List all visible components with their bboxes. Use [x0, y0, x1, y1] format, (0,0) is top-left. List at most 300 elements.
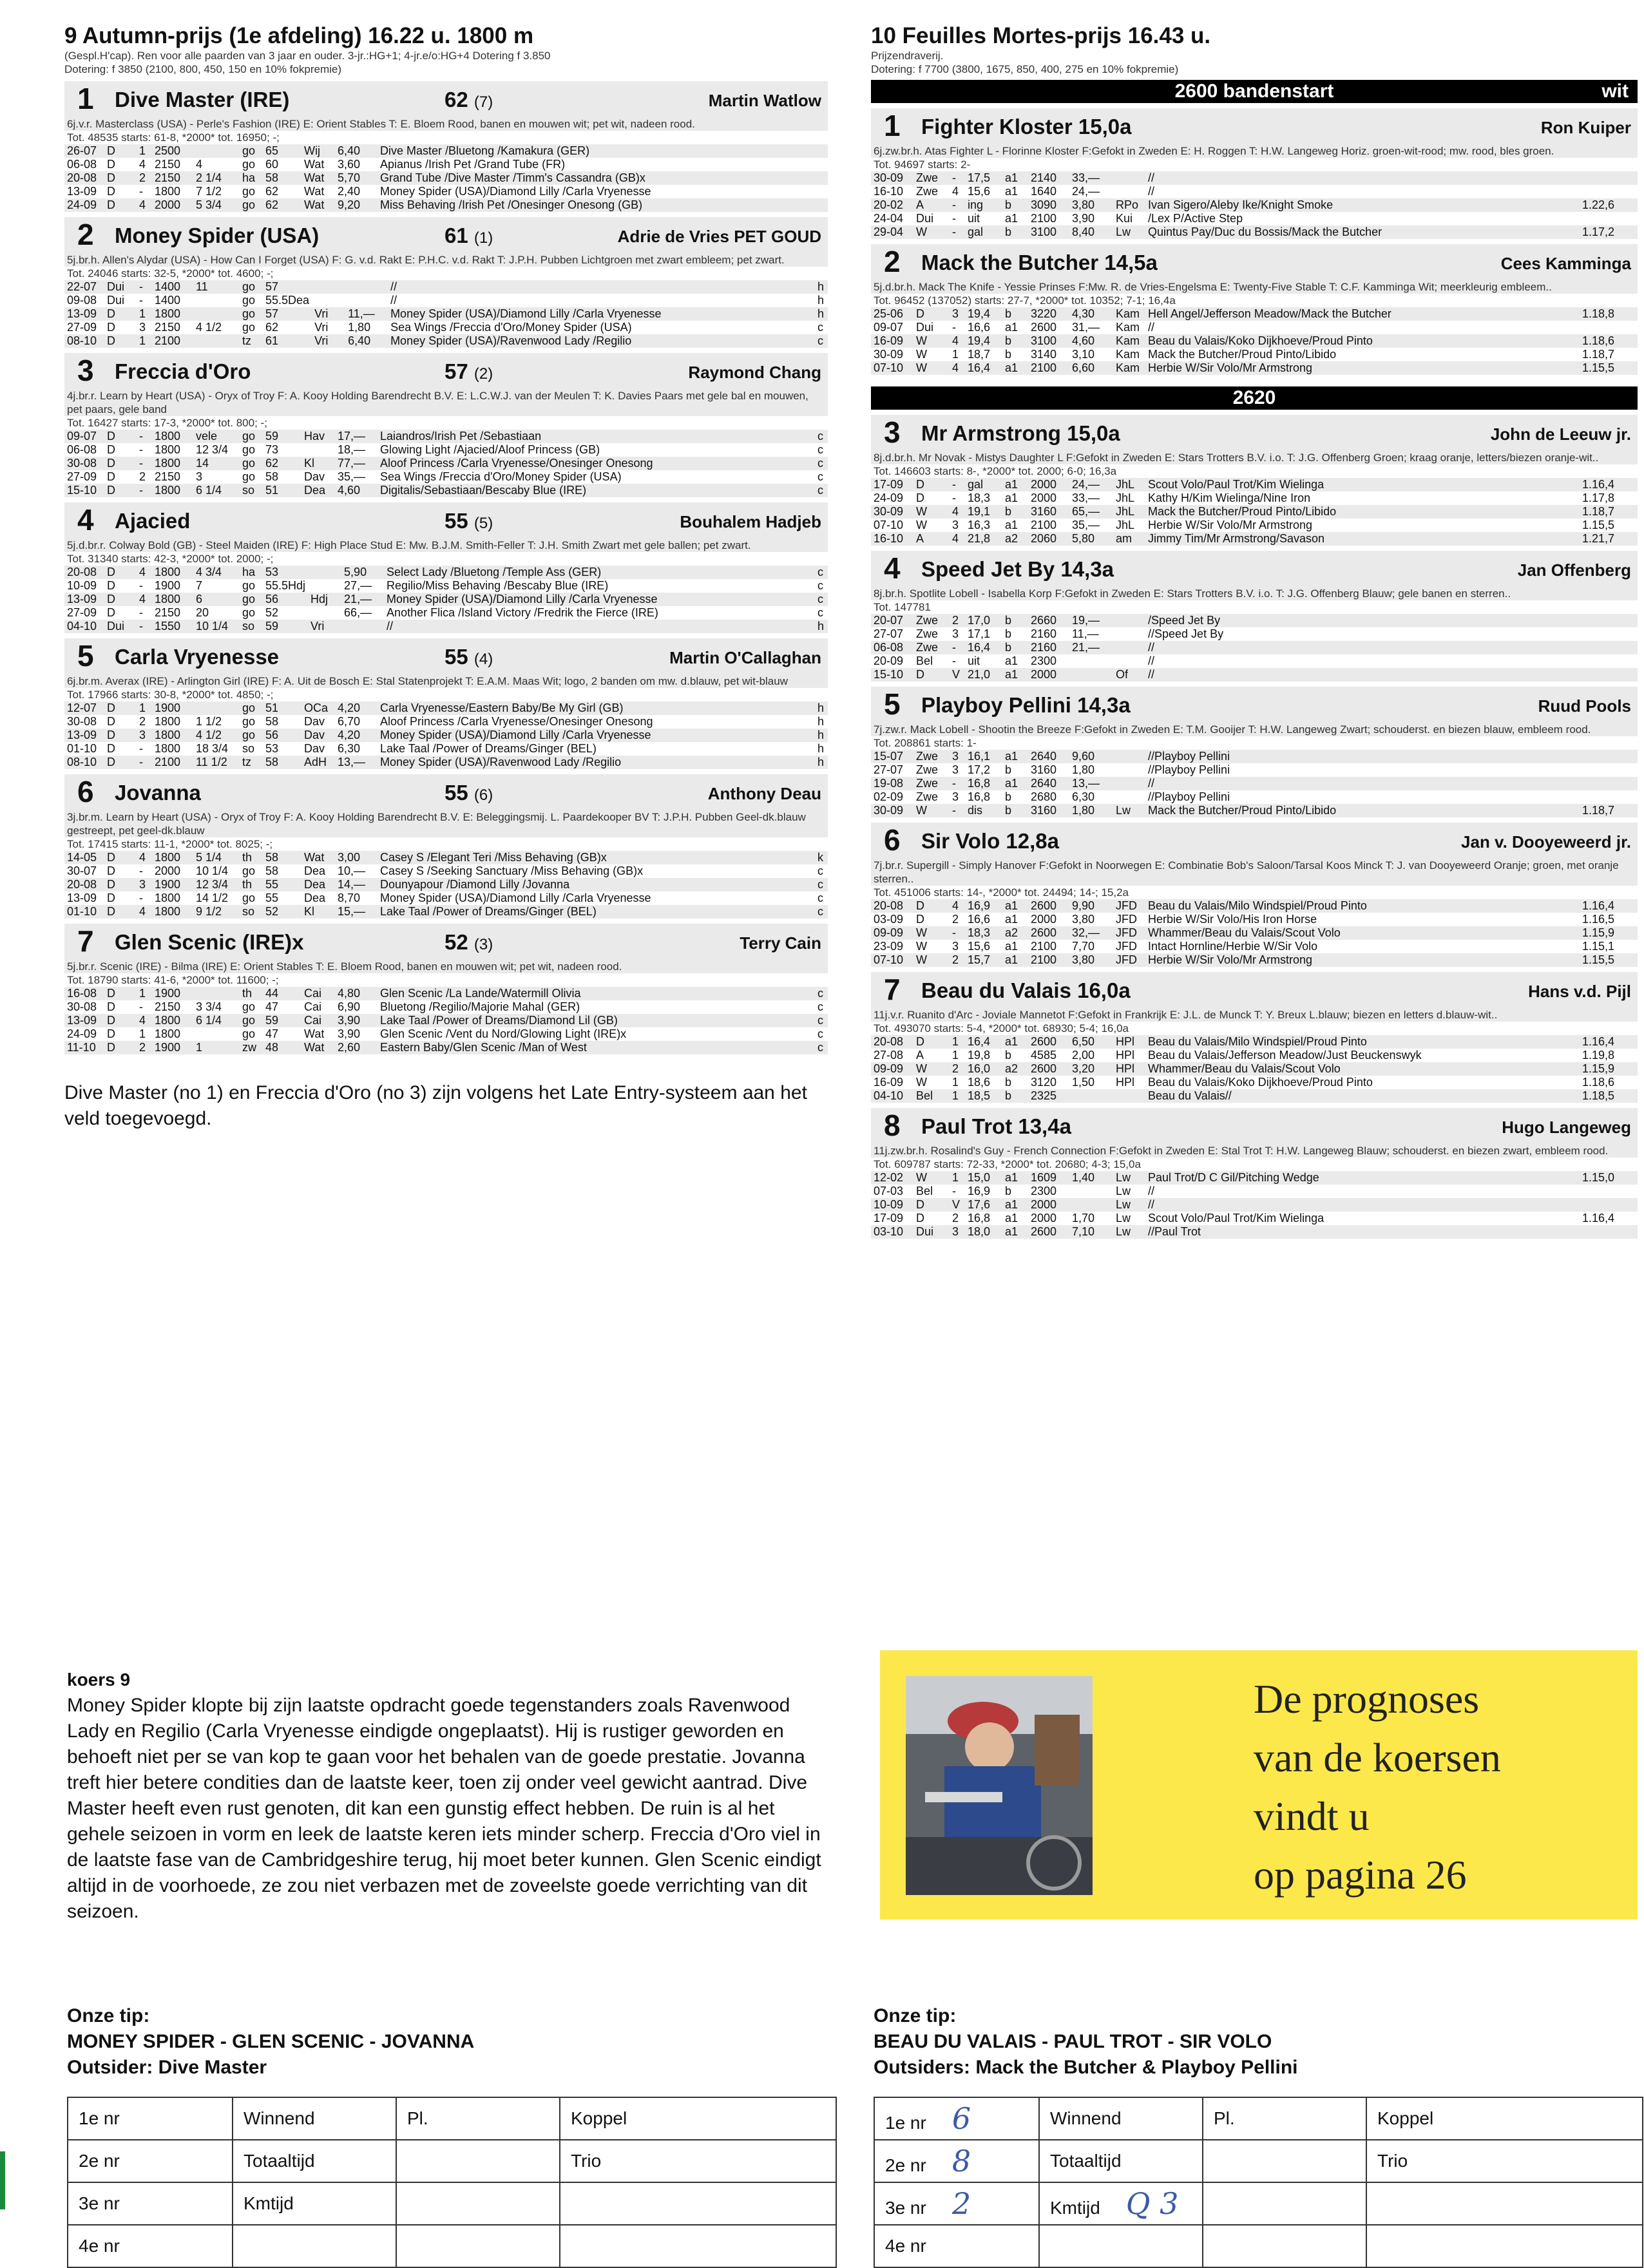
- horse-entry: [871, 972, 1638, 1103]
- horse-entry: [871, 244, 1638, 375]
- form-cell: b: [1005, 307, 1012, 320]
- form-cell: 16,9: [968, 1185, 991, 1197]
- form-cell: Dav: [304, 729, 325, 741]
- form-cell: 4: [952, 334, 959, 347]
- form-cell: 07-03: [874, 1185, 904, 1197]
- form-cell: D: [107, 987, 115, 1000]
- form-row: [871, 348, 1638, 361]
- horse-header: [64, 353, 828, 388]
- form-cell: 2150: [155, 158, 181, 171]
- form-cell: 1.15,9: [1582, 926, 1615, 939]
- form-table: [64, 144, 828, 212]
- form-cell: 16-10: [874, 185, 904, 198]
- form-cell: Bluetong /Regilio/Majorie Mahal (GER): [380, 1000, 580, 1013]
- handwritten-entry: 6: [951, 2101, 971, 2136]
- form-cell: [1113, 654, 1145, 668]
- form-cell: Money Spider (USA)/Ravenwood Lady /Regilio: [390, 334, 632, 347]
- form-cell: Money Spider (USA)/Ravenwood Lady /Regilio: [380, 756, 622, 768]
- blank-cell[interactable]: [1203, 2182, 1366, 2225]
- form-table: [871, 171, 1638, 239]
- late-entry-note: Dive Master (no 1) en Freccia d'Oro (no 3) zijn volgens het Late Entry-systeem aan het veld toegevoegd.: [64, 1082, 807, 1129]
- post-position: (5): [473, 515, 493, 532]
- form-cell: 18,5: [968, 1089, 991, 1102]
- form-cell: c: [817, 443, 823, 456]
- kmtijd-cell: [1039, 2182, 1203, 2225]
- form-cell: 3,00: [338, 851, 361, 864]
- form-row: [64, 294, 828, 307]
- blank-cell[interactable]: [1039, 2225, 1203, 2267]
- horse-entry: [871, 1108, 1638, 1239]
- form-cell: 1.18,6: [1582, 334, 1615, 347]
- handwritten-entry: Q 3: [1125, 2186, 1179, 2221]
- form-cell: D: [916, 668, 924, 681]
- horse-info: 5j.d.br.r. Colway Bold (GB) - Steel Maiden (IRE) F: High Place Stud E: Mw. B.J.M. Smith-Feller T: J.H. Smith Zwart met gele ballen; pet zwart.: [64, 537, 828, 552]
- horse-info: 5j.br.h. Allen's Alydar (USA) - How Can I Forget (USA) F: G. v.d. Rakt E: P.H.C. v.d. Rakt T: J.P.H. Pubben Lichtgroen met zwart embleem; pet zwart.: [64, 252, 828, 267]
- form-cell: A: [916, 198, 924, 211]
- form-cell: 21,8: [968, 532, 991, 545]
- form-cell: c: [817, 484, 823, 497]
- form-cell: go: [242, 864, 256, 877]
- form-cell: go: [242, 891, 256, 904]
- form-cell: 1400: [155, 294, 181, 307]
- form-cell: JFD: [1116, 913, 1137, 926]
- form-cell: 1800: [155, 484, 181, 497]
- form-cell: Wat: [304, 851, 325, 864]
- form-cell: 2100: [155, 756, 181, 768]
- form-cell: 3160: [1031, 505, 1057, 518]
- form-cell: //Playboy Pellini: [1148, 790, 1230, 803]
- form-cell: 2600: [1031, 1035, 1057, 1048]
- form-cell: 15,6: [968, 940, 991, 953]
- form-cell: Dui: [107, 280, 125, 293]
- form-cell: 59: [265, 430, 279, 443]
- form-cell: uit: [968, 212, 980, 225]
- form-cell: c: [817, 457, 823, 470]
- form-cell: 4,20: [338, 729, 361, 741]
- row-2: [874, 2140, 1039, 2182]
- horse-name-record: Speed Jet By 14,3a: [921, 557, 1114, 581]
- form-cell: 3: [952, 750, 959, 763]
- form-row: [64, 891, 828, 905]
- form-cell: Kui: [1116, 212, 1133, 225]
- form-cell: 2600: [1031, 1225, 1057, 1238]
- form-cell: -: [139, 443, 143, 456]
- form-cell: 4,60: [1072, 334, 1095, 347]
- row-label: 4e nr: [68, 2225, 233, 2267]
- horse-header: [871, 687, 1638, 721]
- form-cell: Beau du Valais/Milo Windspiel/Proud Pinto: [1148, 1035, 1367, 1048]
- form-cell: 3,80: [1072, 198, 1095, 211]
- form-cell: 13-09: [67, 307, 97, 320]
- form-cell: [1113, 614, 1145, 627]
- form-cell: b: [1005, 614, 1012, 627]
- field-label: Kmtijd: [233, 2182, 396, 2225]
- form-row: [871, 763, 1638, 777]
- form-cell: Dea: [304, 878, 326, 891]
- horse-number: 5: [77, 639, 94, 672]
- form-cell: 14: [196, 457, 209, 470]
- form-cell: -: [139, 294, 143, 307]
- form-cell: -: [952, 225, 956, 238]
- form-cell: 12-02: [874, 1171, 904, 1184]
- blank-cell[interactable]: [1366, 2182, 1643, 2225]
- form-cell: [1580, 212, 1638, 225]
- form-cell: 01-10: [67, 905, 97, 918]
- form-cell: c: [817, 470, 823, 483]
- form-cell: Aloof Princess /Carla Vryenesse/Onesinger Onesong: [380, 457, 653, 470]
- form-row: [64, 606, 828, 620]
- form-cell: Dui: [916, 1225, 934, 1238]
- horse-header: [64, 81, 828, 116]
- form-cell: Wat: [304, 1041, 325, 1054]
- form-cell: go: [242, 579, 256, 592]
- driver: Cees Kamminga: [1500, 254, 1631, 273]
- form-row: [64, 307, 828, 321]
- form-cell: 2100: [1031, 519, 1057, 531]
- form-cell: [815, 198, 828, 212]
- form-cell: am: [1116, 532, 1133, 545]
- form-cell: Whammer/Beau du Valais/Scout Volo: [1148, 926, 1341, 939]
- form-cell: 20-09: [874, 654, 904, 667]
- horse-name-record: Playboy Pellini 14,3a: [921, 693, 1131, 717]
- driver: Ruud Pools: [1538, 696, 1631, 716]
- form-cell: go: [242, 606, 256, 619]
- form-cell: D: [107, 742, 115, 755]
- form-cell: 1.18,7: [1582, 804, 1615, 817]
- form-cell: a1: [1005, 212, 1018, 225]
- form-cell: 18,3: [968, 491, 991, 504]
- blank-cell[interactable]: [560, 2182, 836, 2225]
- form-cell: c: [817, 606, 823, 619]
- form-cell: Kam: [1116, 334, 1140, 347]
- form-cell: 15,0: [968, 1171, 991, 1184]
- driver: Jan Offenberg: [1517, 560, 1631, 580]
- form-cell: JhL: [1116, 478, 1135, 491]
- post-position: (3): [473, 936, 493, 953]
- form-cell: 24,—: [1072, 478, 1100, 491]
- form-cell: Scout Volo/Paul Trot/Kim Wielinga: [1148, 478, 1324, 491]
- form-cell: Grand Tube /Dive Master /Timm's Cassandra (GB)x: [380, 171, 645, 184]
- horse-entry: [64, 217, 828, 348]
- row-label: 1e nr: [885, 2113, 926, 2133]
- horse-header: [64, 502, 828, 537]
- horse-header: [871, 551, 1638, 586]
- form-cell: 20-08: [874, 1035, 904, 1048]
- form-cell: D: [107, 334, 115, 347]
- form-cell: [1580, 627, 1638, 641]
- form-cell: W: [916, 1062, 927, 1075]
- form-cell: 15-10: [874, 668, 904, 681]
- form-cell: Carla Vryenesse/Eastern Baby/Be My Girl (GB): [380, 701, 624, 714]
- horse-info: 11j.v.r. Ruanito d'Arc - Joviale Mannetot F:Gefokt in Frankrijk E: J.L. de Munck T: Y. Breux L.blauw; biezen en letters d.blauw-wit..: [871, 1007, 1638, 1022]
- form-cell: //Playboy Pellini: [1148, 750, 1230, 763]
- post-position: (2): [473, 365, 493, 383]
- form-cell: [1580, 1225, 1638, 1239]
- form-cell: D: [107, 171, 115, 184]
- form-cell: 17-09: [874, 478, 904, 491]
- form-cell: 4: [139, 198, 146, 211]
- form-cell: 6,40: [338, 144, 361, 157]
- form-cell: a1: [1005, 171, 1018, 184]
- form-cell: 24,—: [1072, 185, 1100, 198]
- form-cell: JhL: [1116, 519, 1135, 531]
- form-cell: 77,—: [338, 457, 366, 470]
- form-cell: 16,0: [968, 1062, 991, 1075]
- form-cell: Wat: [304, 198, 325, 211]
- form-cell: 16,8: [968, 790, 991, 803]
- form-cell: 14-05: [67, 851, 97, 864]
- horse-header: [871, 972, 1638, 1007]
- form-cell: Bel: [916, 1185, 933, 1197]
- tip-picks: MONEY SPIDER - GLEN SCENIC - JOVANNA: [67, 2031, 475, 2052]
- form-cell: 1800: [155, 851, 181, 864]
- blank-cell[interactable]: [396, 2140, 560, 2182]
- form-cell: a1: [1005, 750, 1018, 763]
- form-cell: [1580, 668, 1638, 681]
- form-table: [64, 701, 828, 769]
- form-row: [871, 491, 1638, 505]
- form-cell: 10 1/4: [196, 620, 229, 633]
- form-cell: 09-07: [67, 430, 97, 443]
- form-cell: Beau du Valais/Koko Dijkhoeve/Proud Pinto: [1148, 334, 1373, 347]
- form-row: [64, 905, 828, 919]
- form-row: [871, 1185, 1638, 1198]
- form-cell: go: [242, 457, 256, 470]
- horse-info: 6j.br.m. Averax (IRE) - Arlington Girl (IRE) F: A. Uit de Bosch E: Stal Statenprojekt T: E.A.M. Maas Wit; logo, 2 banden om mw. d.blauw, pet wit-blauw: [64, 673, 828, 688]
- form-cell: h: [817, 715, 825, 728]
- form-cell: [1580, 185, 1638, 198]
- form-cell: Another Flica /Island Victory /Fredrik the Fierce (IRE): [387, 606, 658, 619]
- form-cell: [345, 294, 388, 307]
- form-cell: -: [952, 1185, 956, 1197]
- form-cell: 15,—: [338, 905, 366, 918]
- form-cell: //: [1148, 1198, 1155, 1211]
- horse-header: [871, 108, 1638, 143]
- form-cell: c: [817, 864, 823, 877]
- field-label: Totaaltijd: [1039, 2140, 1203, 2182]
- form-cell: so: [242, 905, 255, 918]
- form-cell: a1: [1005, 478, 1018, 491]
- field-label: Totaaltijd: [233, 2140, 396, 2182]
- form-cell: Mack the Butcher/Proud Pinto/Libido: [1148, 505, 1337, 518]
- form-cell: 30-08: [67, 715, 97, 728]
- form-cell: 2680: [1031, 790, 1057, 803]
- form-cell: 17-09: [874, 1212, 904, 1225]
- form-cell: 6 1/4: [196, 484, 222, 497]
- form-cell: so: [242, 484, 255, 497]
- form-cell: 2150: [155, 606, 181, 619]
- form-row: [64, 144, 828, 158]
- form-cell: 6,30: [1072, 790, 1095, 803]
- form-cell: 3100: [1031, 334, 1057, 347]
- horse-name-record: Paul Trot 13,4a: [921, 1114, 1071, 1138]
- form-cell: 08-10: [67, 756, 97, 768]
- form-cell: 09-07: [874, 321, 904, 334]
- form-cell: Vri: [311, 620, 325, 633]
- form-cell: 18,7: [968, 348, 991, 361]
- horse-info: 7j.br.r. Supergill - Simply Hanover F:Gefokt in Noorwegen E: Combinatie Bob's Saloon/Tarsal Koos Minck T: J. van Dooyeweerd Oranje; groen, met oranje sterren..: [871, 857, 1638, 886]
- horse-name: Ajacied: [115, 509, 191, 533]
- form-row: [64, 457, 828, 470]
- field-label: Koppel: [560, 2097, 836, 2140]
- form-cell: 1: [952, 1049, 959, 1062]
- form-cell: a1: [1005, 777, 1018, 790]
- form-cell: [1580, 321, 1638, 334]
- form-cell: 1: [952, 1089, 959, 1102]
- form-cell: [1580, 790, 1638, 804]
- form-cell: c: [817, 430, 823, 443]
- form-cell: 3: [139, 321, 146, 334]
- form-cell: 4,80: [338, 987, 361, 1000]
- form-row: [871, 225, 1638, 239]
- form-row: [64, 1041, 828, 1054]
- blank-cell[interactable]: [233, 2225, 396, 2267]
- form-cell: c: [817, 1027, 823, 1040]
- form-cell: 4 1/2: [196, 729, 222, 741]
- form-cell: Laiandros/Irish Pet /Sebastiaan: [380, 430, 542, 443]
- form-cell: c: [817, 1000, 823, 1013]
- race-title: 10 Feuilles Mortes-prijs 16.43 u.: [871, 23, 1211, 48]
- form-cell: 2100: [1031, 212, 1057, 225]
- form-cell: Cai: [304, 1014, 322, 1027]
- form-cell: 1.15,5: [1582, 519, 1615, 531]
- form-cell: h: [817, 294, 825, 307]
- form-cell: Beau du Valais/Milo Windspiel/Proud Pinto: [1148, 899, 1367, 912]
- form-cell: Apianus /Irish Pet /Grand Tube (FR): [380, 158, 566, 171]
- form-cell: 6,50: [1072, 1035, 1095, 1048]
- blank-cell[interactable]: [1366, 2225, 1643, 2267]
- form-cell: 6,40: [348, 334, 371, 347]
- form-cell: //: [1148, 641, 1155, 654]
- form-cell: 25-06: [874, 307, 904, 320]
- horse-name-record: Beau du Valais 16,0a: [921, 978, 1131, 1002]
- form-cell: 24-09: [874, 491, 904, 504]
- promo-line: van de koersen: [1254, 1735, 1501, 1780]
- horse-header: [64, 924, 828, 958]
- distance-label: 2620: [1232, 387, 1276, 408]
- horse-totals: Tot. 18790 starts: 41-6, *2000* tot. 11600; -;: [67, 974, 279, 986]
- form-cell: Vri: [314, 321, 329, 334]
- blank-cell[interactable]: [560, 2225, 836, 2267]
- form-cell: 58: [265, 851, 279, 864]
- form-cell: 3: [952, 790, 959, 803]
- form-cell: a1: [1005, 654, 1018, 667]
- form-cell: 1800: [155, 729, 181, 741]
- horse-entry: [64, 638, 828, 769]
- horse-header: [64, 638, 828, 673]
- form-cell: 20-02: [874, 198, 904, 211]
- horse-name-record: Sir Volo 12,8a: [921, 829, 1059, 853]
- form-cell: D: [107, 593, 115, 605]
- form-cell: b: [1005, 1049, 1012, 1062]
- form-cell: 47: [265, 1000, 279, 1013]
- form-cell: 4585: [1031, 1049, 1057, 1062]
- form-row: [871, 307, 1638, 321]
- form-cell: //Paul Trot: [1148, 1225, 1201, 1238]
- form-cell: 1: [139, 987, 146, 1000]
- form-cell: 04-10: [874, 1089, 904, 1102]
- field-label: Trio: [1366, 2140, 1643, 2182]
- form-cell: go: [242, 307, 256, 320]
- horse-entry: [64, 502, 828, 633]
- distance-bar-2620: [871, 386, 1638, 410]
- form-cell: JFD: [1116, 899, 1137, 912]
- form-cell: 2100: [1031, 953, 1057, 966]
- jockey: Martin Watlow: [708, 91, 821, 110]
- form-cell: 19,1: [968, 505, 991, 518]
- form-cell: Of: [1116, 668, 1129, 681]
- form-cell: 1900: [155, 579, 181, 592]
- blank-cell[interactable]: [1203, 2140, 1366, 2182]
- form-cell: -: [139, 185, 143, 198]
- form-cell: Wat: [304, 1027, 325, 1040]
- form-cell: V: [952, 668, 961, 681]
- form-cell: 3: [952, 1225, 959, 1238]
- form-cell: 3: [196, 470, 203, 483]
- form-cell: 62: [265, 457, 279, 470]
- form-cell: b: [1005, 1076, 1012, 1089]
- horse-totals: Tot. 146603 starts: 8-, *2000* tot. 2000; 6-0; 16,3a: [874, 465, 1117, 477]
- form-row: [871, 750, 1638, 763]
- form-cell: a2: [1005, 1062, 1018, 1075]
- form-cell: [193, 1027, 240, 1041]
- row-label: 3e nr: [68, 2182, 233, 2225]
- form-cell: 24-04: [874, 212, 904, 225]
- tip-picks: BEAU DU VALAIS - PAUL TROT - SIR VOLO: [874, 2031, 1272, 2052]
- form-cell: OCa: [304, 701, 329, 714]
- form-cell: 24-09: [67, 198, 97, 211]
- form-cell: uit: [968, 654, 980, 667]
- form-cell: Kam: [1116, 361, 1140, 374]
- form-cell: 4: [952, 505, 959, 518]
- blank-cell[interactable]: [396, 2225, 560, 2267]
- form-cell: //: [1148, 185, 1155, 198]
- form-row: [64, 484, 828, 497]
- form-cell: 16,6: [968, 321, 991, 334]
- form-cell: b: [1005, 334, 1012, 347]
- driver: Hans v.d. Pijl: [1528, 982, 1631, 1001]
- horse-name: Carla Vryenesse: [115, 645, 280, 669]
- form-cell: D: [916, 1212, 924, 1225]
- form-cell: [1580, 171, 1638, 185]
- form-row: [64, 443, 828, 457]
- horse-info: 6j.v.r. Masterclass (USA) - Perle's Fashion (IRE) E: Orient Stables T: E. Bloem Rood, banen en mouwen wit; pet wit, nadeen rood.: [64, 116, 828, 131]
- form-cell: Beau du Valais//: [1148, 1089, 1232, 1102]
- form-cell: 13,—: [1072, 777, 1100, 790]
- form-cell: a1: [1005, 913, 1018, 926]
- form-cell: b: [1005, 1185, 1012, 1197]
- form-table: [64, 566, 828, 633]
- form-cell: 1.21,7: [1582, 532, 1615, 545]
- form-cell: V: [952, 1198, 961, 1211]
- form-cell: 56: [265, 593, 279, 605]
- form-row: [871, 361, 1638, 375]
- blank-cell[interactable]: [1203, 2225, 1366, 2267]
- form-cell: 2: [952, 1062, 959, 1075]
- form-cell: h: [817, 307, 825, 320]
- form-row: [64, 1000, 828, 1014]
- form-cell: 1.15,5: [1582, 953, 1615, 966]
- horse-weight-post: [444, 781, 493, 808]
- form-cell: 52: [265, 606, 279, 619]
- form-cell: [1113, 171, 1145, 185]
- form-cell: 03-09: [874, 913, 904, 926]
- blank-cell[interactable]: [396, 2182, 560, 2225]
- form-cell: c: [817, 566, 823, 578]
- form-cell: 2600: [1031, 899, 1057, 912]
- horse-totals: Tot. 31340 starts: 42-3, *2000* tot. 2000; -;: [67, 553, 274, 565]
- horse-info: 3j.br.m. Learn by Heart (USA) - Oryx of Troy F: A. Kooy Holding Barendrecht B.V. E: Beleggingsmij. L. Paardekooper BV T: J.P.H. Pubben Geel-dk.blauw gestreept, pet geel-dk.blauw: [64, 809, 828, 837]
